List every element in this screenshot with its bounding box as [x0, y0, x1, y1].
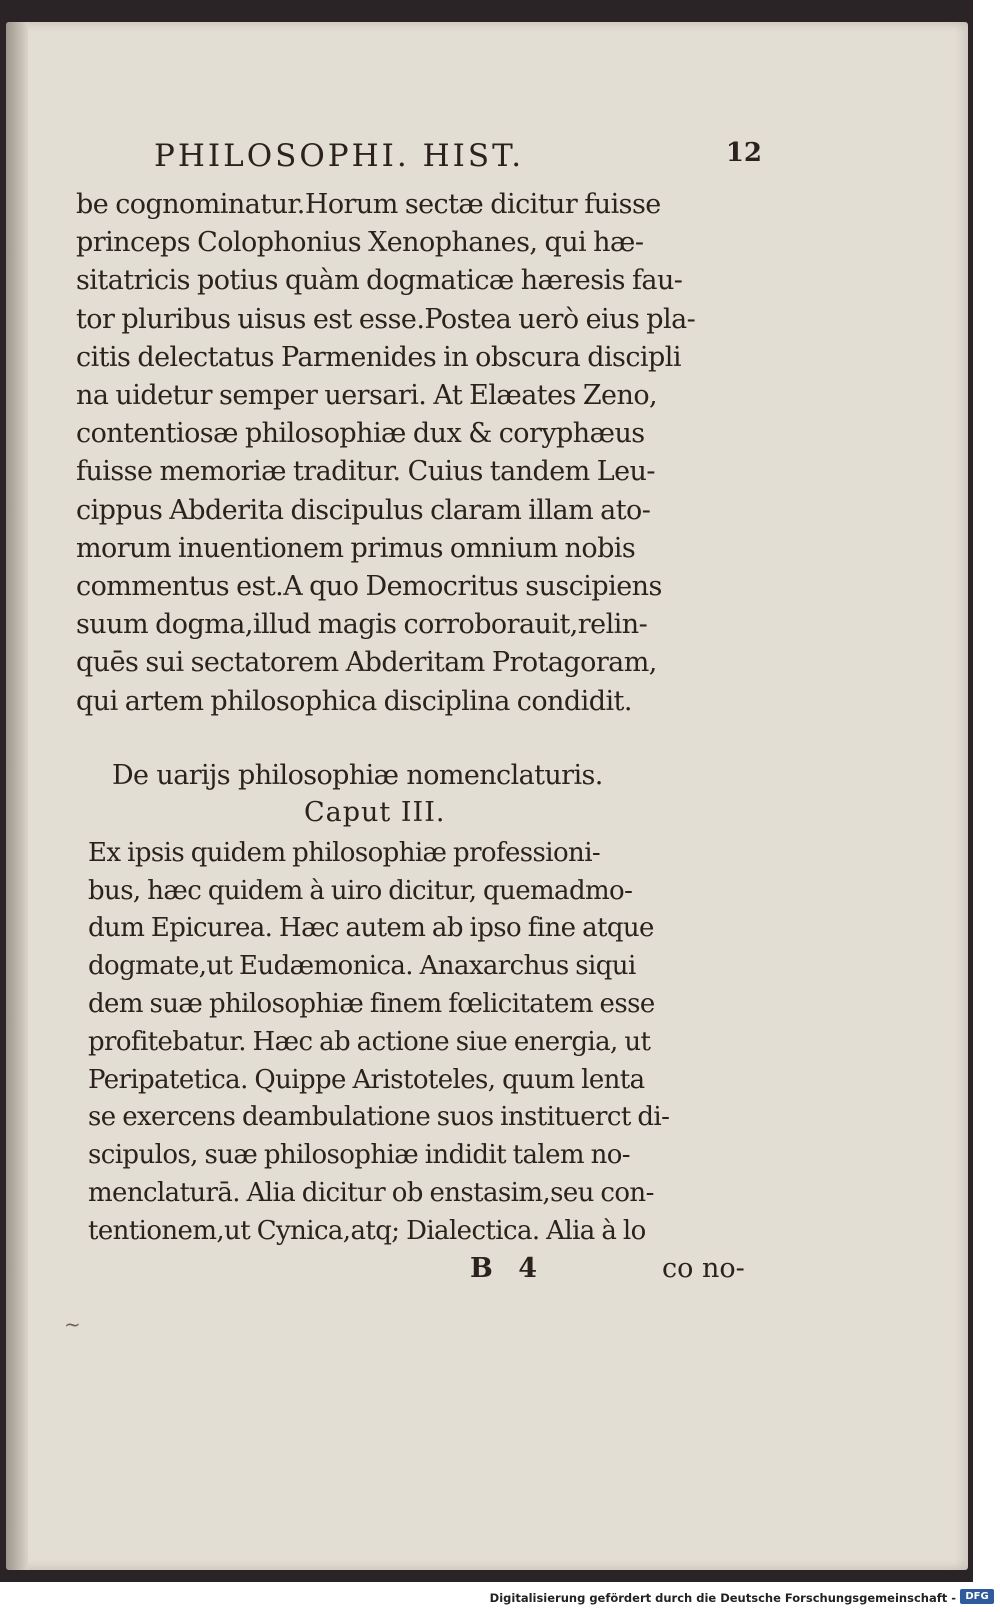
text-line: menclaturā. Alia dicitur ob enstasim,seu con-: [88, 1178, 654, 1209]
text-line: quēs sui sectatorem Abderitam Protagoram,: [76, 647, 657, 679]
text-line: Peripatetica. Quippe Aristoteles, quum lenta: [88, 1064, 645, 1095]
text-line: tor pluribus uisus est esse.Postea uerò eius pla-: [76, 303, 696, 335]
text-line: morum inuentionem primus omnium nobis: [76, 532, 636, 564]
text-line: se exercens deambulatione suos instituerct di-: [88, 1102, 670, 1133]
text-line: dum Epicurea. Hæc autem ab ipso fine atque: [88, 913, 654, 944]
running-title: PHILOSOPHI. HIST.: [154, 138, 525, 174]
text-line: commentus est.A quo Democritus suscipiens: [76, 571, 662, 603]
text-line: Ex ipsis quidem philosophiæ professioni-: [88, 837, 601, 868]
paragraph-1: [76, 186, 796, 721]
chapter-number: Caput III.: [304, 796, 446, 828]
catchword: co no-: [662, 1252, 745, 1284]
paragraph-2: [76, 835, 796, 1251]
catchline: [76, 1253, 796, 1293]
folio-number: 12: [725, 138, 762, 168]
chapter-heading: De uarijs philosophiæ nomenclaturis.: [112, 759, 603, 791]
text-line: suum dogma,illud magis corroborauit,relin-: [76, 609, 648, 641]
text-line: profitebatur. Hæc ab actione siue energia, ut: [88, 1026, 651, 1057]
footer-credit: Digitalisierung gefördert durch die Deutsche Forschungsgemeinschaft -: [489, 1591, 956, 1605]
digitization-footer: [0, 1582, 1000, 1612]
text-line: cippus Abderita discipulus claram illam ato-: [76, 494, 651, 526]
text-line: be cognominatur.Horum sectæ dicitur fuisse: [76, 189, 661, 220]
text-line: qui artem philosophica disciplina condidit.: [76, 685, 632, 717]
text-line: scipulos, suæ philosophiæ indidit talem no-: [88, 1140, 630, 1171]
margin-mark: ~: [64, 1312, 81, 1336]
book-page: [6, 22, 968, 1570]
text-line: dem suæ philosophiæ finem fœlicitatem esse: [88, 989, 655, 1020]
text-line: tentionem,ut Cynica,atq; Dialectica. Alia à lo: [88, 1215, 646, 1246]
text-line: dogmate,ut Eudæmonica. Anaxarchus siqui: [88, 951, 636, 982]
running-head: [76, 130, 796, 180]
text-line: bus, hæc quidem à uiro dicitur, quemadmo-: [88, 875, 633, 906]
text-line: na uidetur semper uersari. At Elæates Zeno,: [76, 380, 658, 412]
signature-mark: B 4: [470, 1252, 546, 1284]
text-line: contentiosæ philosophiæ dux & coryphæus: [76, 418, 645, 450]
text-line: sitatricis potius quàm dogmaticæ hæresis fau-: [76, 265, 683, 297]
text-line: citis delectatus Parmenides in obscura discipli: [76, 341, 681, 373]
text-block: [76, 130, 796, 1293]
text-line: princeps Colophonius Xenophanes, qui hæ-: [76, 227, 644, 259]
page-gutter: [6, 22, 28, 1570]
text-line: fuisse memoriæ traditur. Cuius tandem Leu-: [76, 456, 655, 488]
dfg-logo: DFG: [960, 1589, 994, 1604]
chapter-header: [76, 757, 796, 831]
